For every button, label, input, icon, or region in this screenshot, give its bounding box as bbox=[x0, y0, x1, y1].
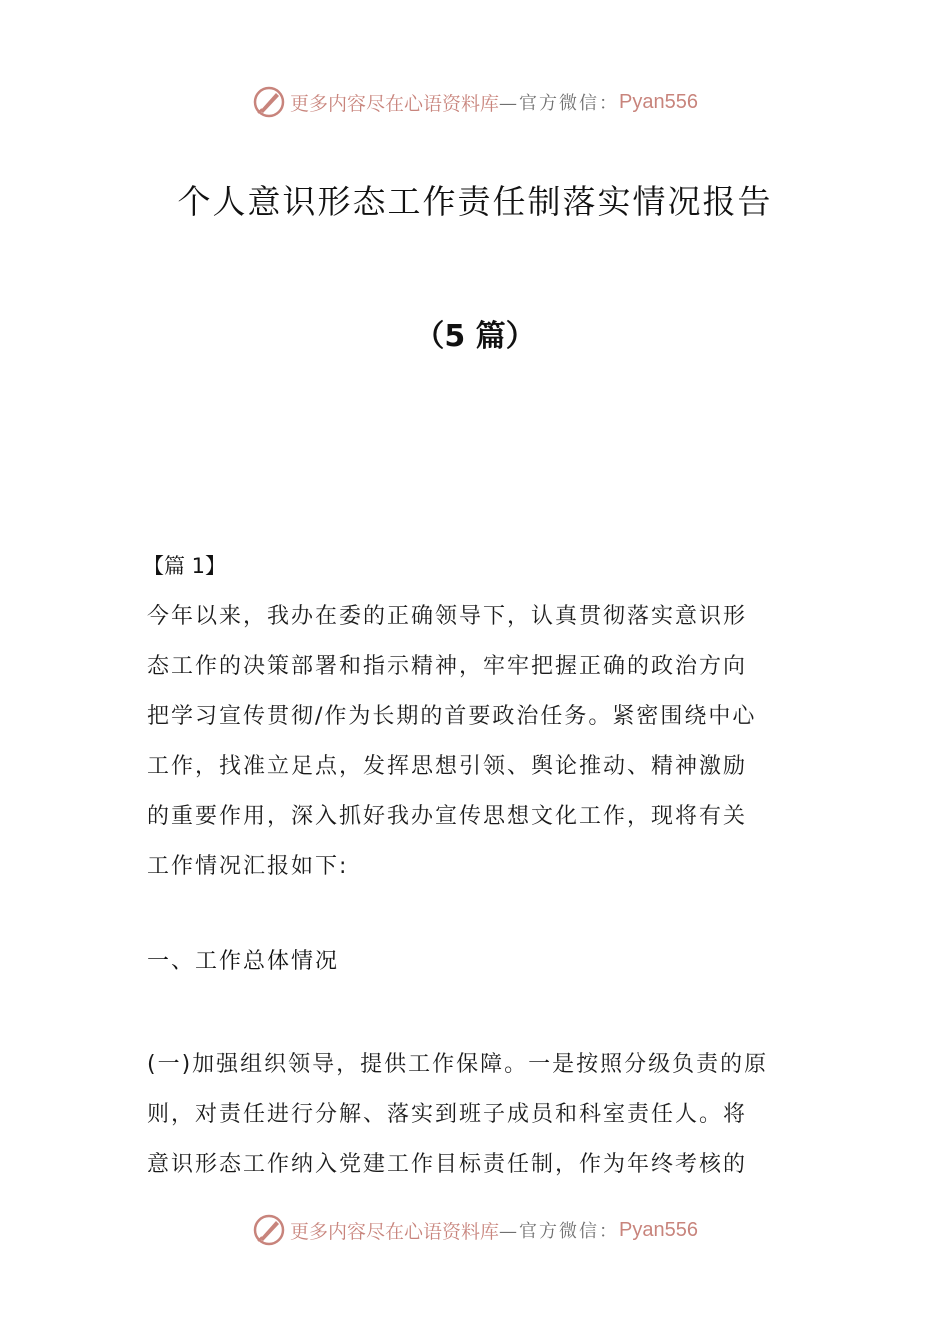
paragraph-line: 则，对责任进行分解、落实到班子成员和科室责任人。将 bbox=[147, 1102, 748, 1127]
paragraph-line: 意识形态工作纳入党建工作目标责任制，作为年终考核的 bbox=[147, 1152, 748, 1177]
document-subtitle: （5 篇） bbox=[414, 319, 536, 354]
section-heading: 一、工作总体情况 bbox=[147, 949, 340, 974]
paragraph-line: 的重要作用，深入抓好我办宣传思想文化工作，现将有关 bbox=[147, 804, 748, 829]
footer-watermark bbox=[0, 1210, 950, 1250]
quill-logo-icon bbox=[252, 1213, 286, 1247]
header-watermark bbox=[0, 82, 950, 122]
paragraph-line: 今年以来，我办在委的正确领导下，认真贯彻落实意识形 bbox=[147, 604, 748, 629]
paragraph-line: 工作情况汇报如下: bbox=[147, 854, 349, 879]
quill-logo-icon bbox=[252, 85, 286, 119]
watermark-wechat-id: Pyan556 bbox=[619, 90, 698, 113]
watermark-text-2: —官方微信： bbox=[499, 93, 620, 114]
paragraph-line: 把学习宣传贯彻/作为长期的首要政治任务。紧密围绕中心 bbox=[147, 704, 757, 729]
watermark-text-1: 更多内容尽在心语资料库 bbox=[290, 92, 500, 115]
paragraph-1 bbox=[147, 592, 807, 892]
paragraph-line: 态工作的决策部署和指示精神，牢牢把握正确的政治方向 bbox=[147, 654, 748, 679]
watermark-wechat-id: Pyan556 bbox=[619, 1218, 698, 1241]
paragraph-line: (一)加强组织领导，提供工作保障。一是按照分级负责的原 bbox=[147, 1052, 769, 1077]
section-label: 【篇 1】 bbox=[143, 554, 227, 578]
paragraph-line: 工作，找准立足点，发挥思想引领、舆论推动、精神激励 bbox=[147, 754, 748, 779]
paragraph-2 bbox=[147, 1040, 807, 1190]
document-title: 个人意识形态工作责任制落实情况报告 bbox=[177, 182, 773, 221]
watermark-text-2: —官方微信： bbox=[499, 1221, 620, 1242]
watermark-text-1: 更多内容尽在心语资料库 bbox=[290, 1220, 500, 1243]
